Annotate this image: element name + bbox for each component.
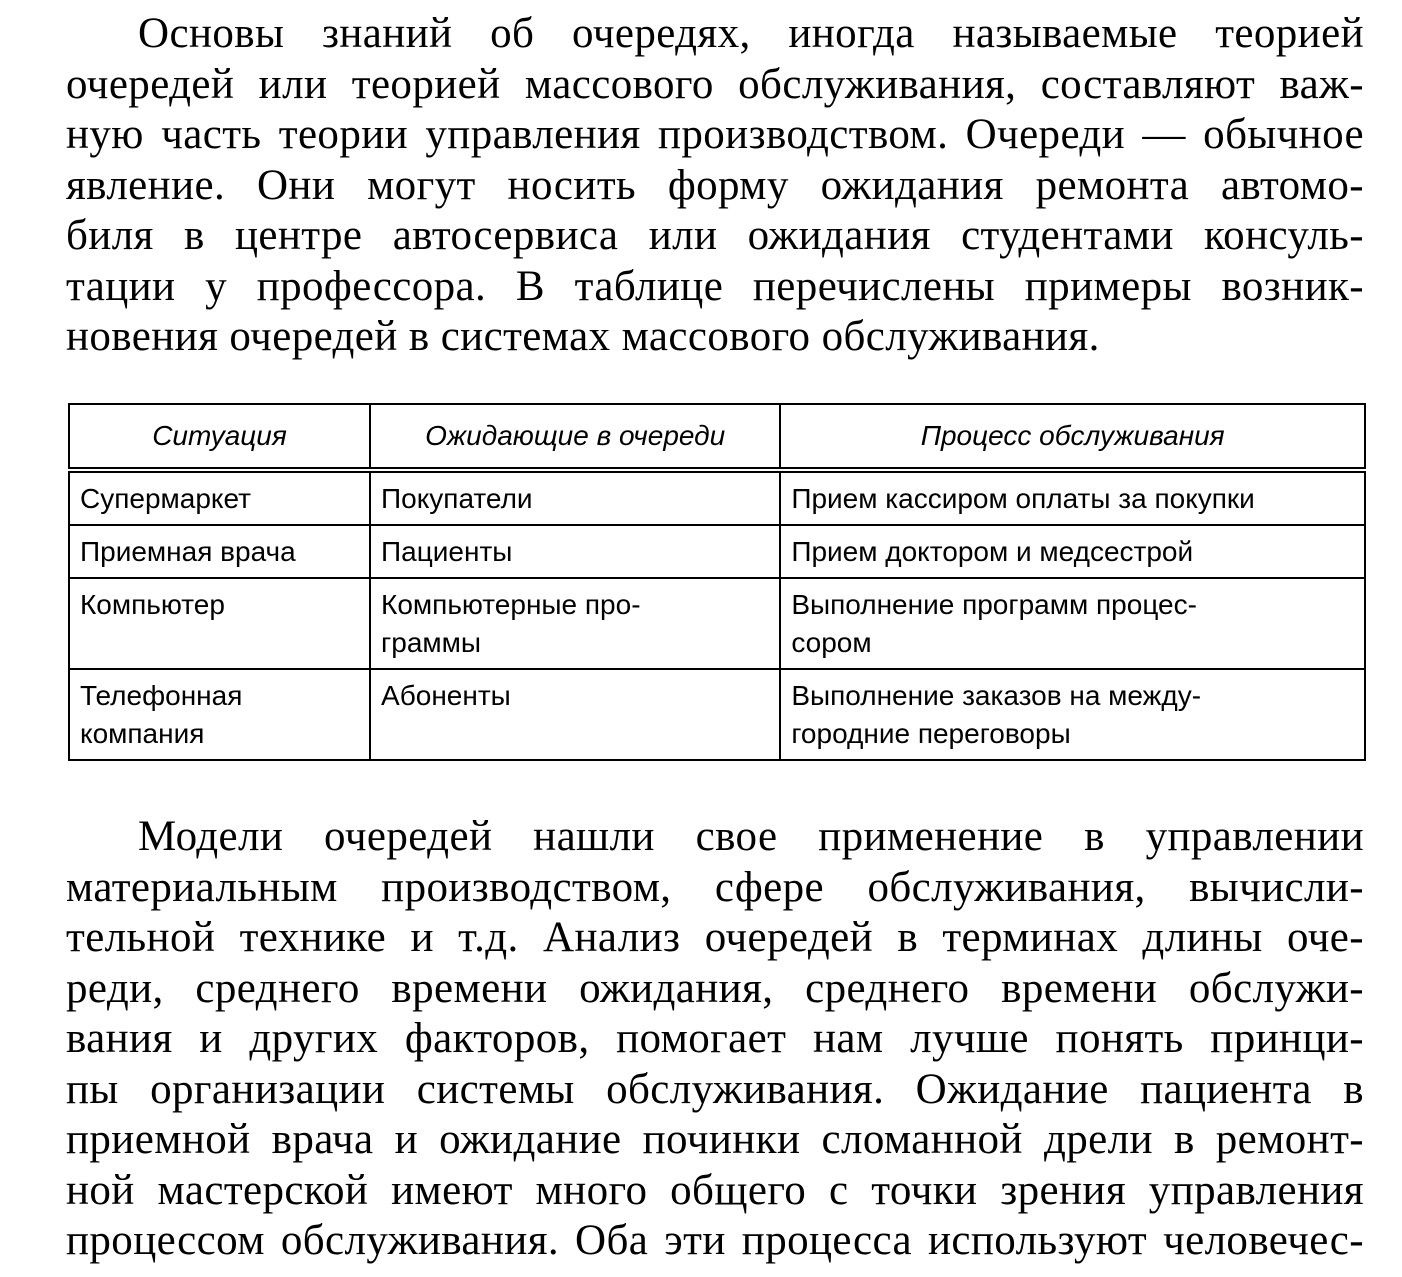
table-cell: Прием кассиром оплаты за покупки (780, 470, 1365, 525)
table-cell: Выполнение программ процес- сором (780, 578, 1365, 669)
table-cell: Прием доктором и медсестрой (780, 525, 1365, 578)
table-cell: Приемная врача (69, 525, 370, 578)
paragraph-line: ной мастерской имеют много общего с точки зрения управления (66, 1166, 1364, 1214)
column-header-service-process: Процесс обслуживания (780, 404, 1365, 470)
paragraph-line: реди, среднего времени ожидания, среднего времени обслужи- (66, 964, 1364, 1012)
column-header-waiting: Ожидающие в очереди (370, 404, 780, 470)
paragraph-line: Модели очередей нашли свое применение в управлении (138, 813, 1364, 860)
paragraph-line: очередей или теорией массового обслуживания, составляют важ- (66, 60, 1364, 108)
paragraph-line: ную часть теории управления производством. Очереди — обычное (66, 111, 1364, 158)
table-cell: Абоненты (370, 669, 780, 760)
table-cell: Компьютер (69, 578, 370, 669)
paragraph-line: тации у профессора. В таблице перечислены примеры возник- (66, 262, 1364, 310)
table-cell: Покупатели (370, 470, 780, 525)
paragraph-line: явление. Они могут носить форму ожидания ремонта автомо- (66, 161, 1364, 209)
table-cell: Пациенты (370, 525, 780, 578)
paragraph-line: Основы знаний об очередях, иногда называемые теорией (138, 10, 1364, 57)
table-body (69, 470, 1365, 760)
table-row (69, 578, 1365, 669)
paragraph-models (66, 812, 1364, 1267)
column-header-situation: Ситуация (69, 404, 370, 470)
table-cell: Телефонная компания (69, 669, 370, 760)
paragraph-line: биля в центре автосервиса или ожидания студентами консуль- (66, 212, 1364, 259)
table-row (69, 525, 1365, 578)
paragraph-line: процессом обслуживания. Оба эти процесса используют человечес- (66, 1217, 1364, 1264)
paragraph-line: пы организации системы обслуживания. Ожидание пациента в (66, 1065, 1364, 1113)
queue-examples-table (68, 403, 1366, 761)
paragraph-line: вания и других факторов, помогает нам лучше понять принци- (66, 1015, 1364, 1062)
paragraph-intro (66, 9, 1364, 363)
paragraph-line: новения очередей в системах массового обслуживания. (66, 313, 1100, 360)
table-cell: Выполнение заказов на между- городние переговоры (780, 669, 1365, 760)
table-row (69, 470, 1365, 525)
paragraph-line: тельной технике и т.д. Анализ очередей в терминах длины оче- (66, 914, 1364, 961)
table-cell: Компьютерные про- граммы (370, 578, 780, 669)
paragraph-line: приемной врача и ожидание починки сломанной дрели в ремонт- (66, 1116, 1364, 1163)
table-row (69, 669, 1365, 760)
paragraph-line: материальным производством, сфере обслуживания, вычисли- (66, 863, 1364, 911)
table-header-row (69, 404, 1365, 470)
table-cell: Супермаркет (69, 470, 370, 525)
